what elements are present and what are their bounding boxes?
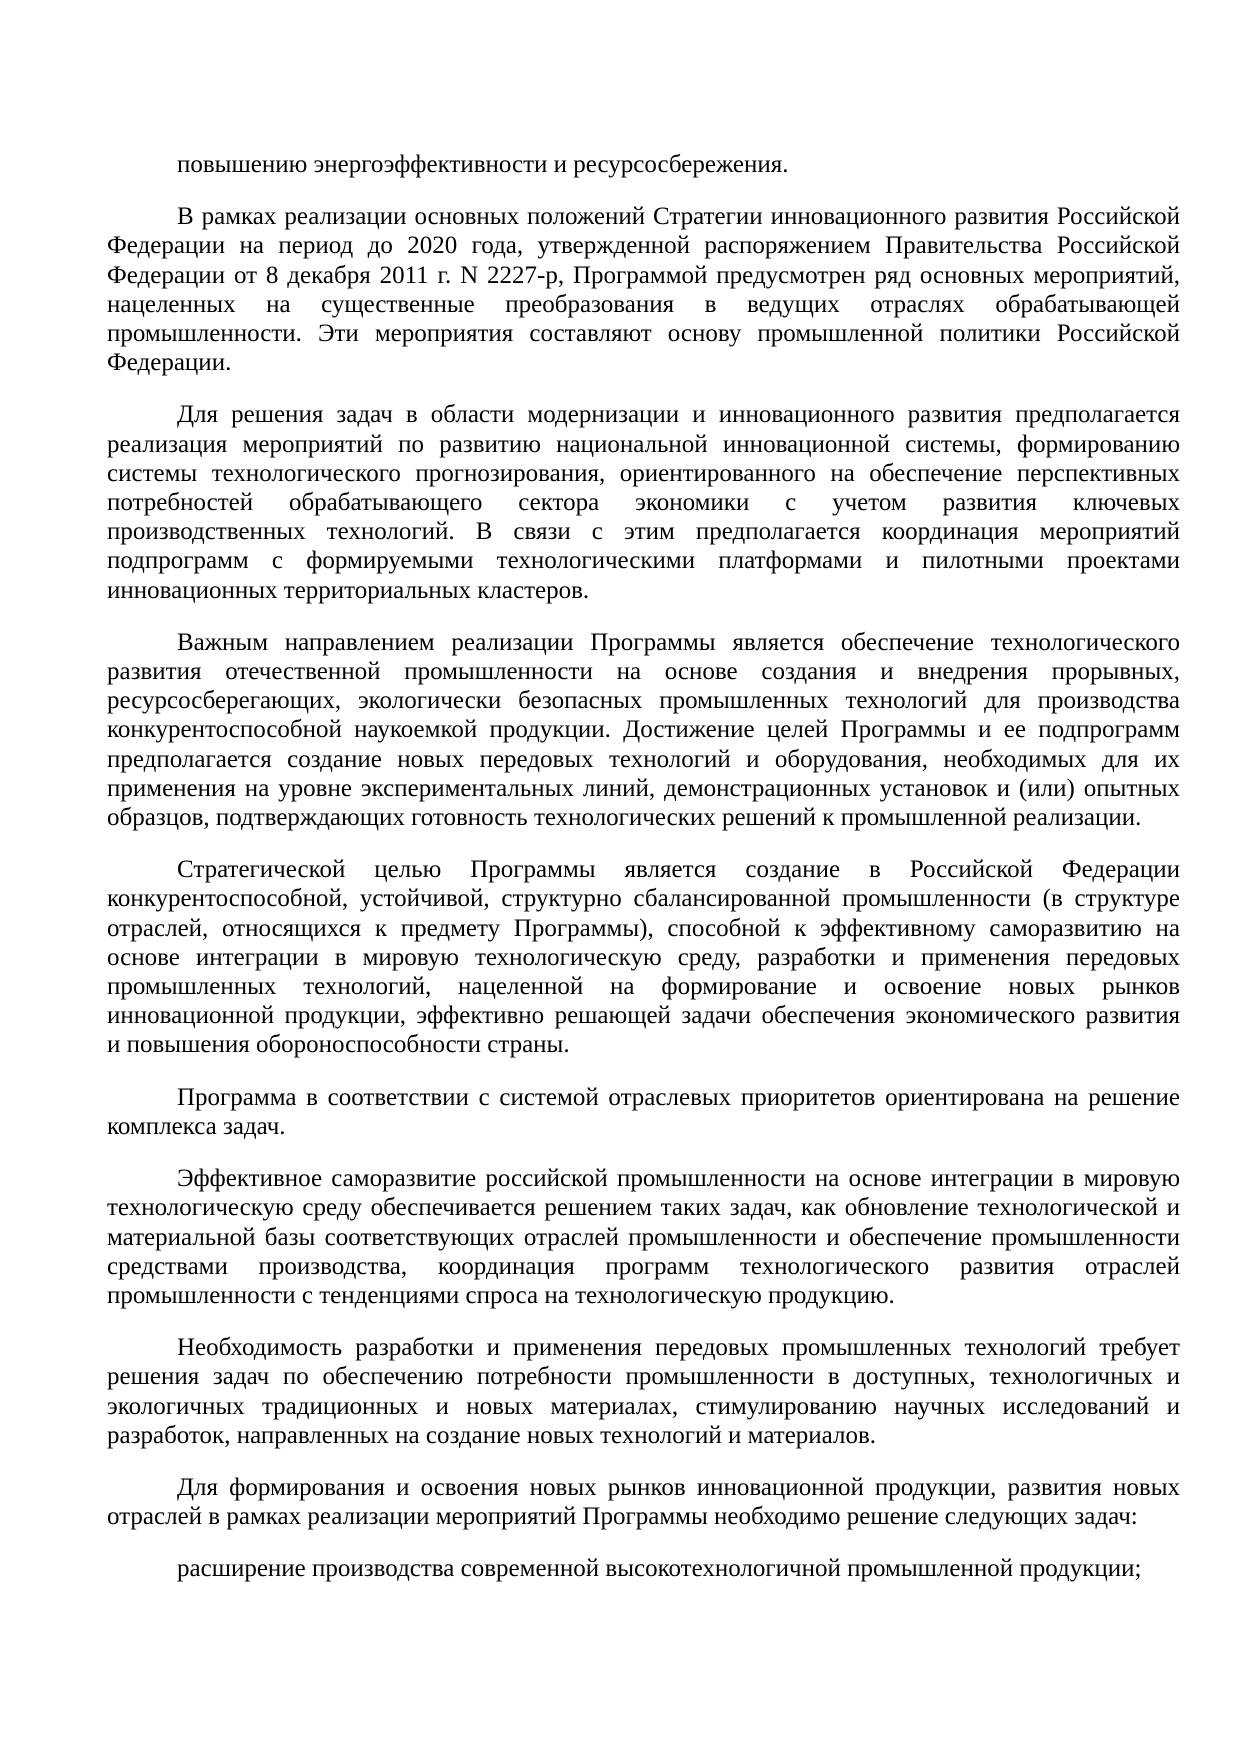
paragraph [107,1554,1180,1583]
text-line: промышленных технологий, нацеленной на формирование и освоение новых рынков [107,973,1180,1001]
paragraph [107,1473,1180,1531]
text-line: Эффективное саморазвитие российской промышленности на основе интеграции в мировую [177,1165,1180,1193]
text-line: нацеленных на существенные преобразования в ведущих отраслях обрабатывающей [107,290,1180,318]
text-line: Программа в соответствии с системой отраслевых приоритетов ориентирована на решение [177,1083,1180,1111]
text-line: Необходимость разработки и применения передовых промышленных технологий требует [177,1334,1180,1362]
text-line: отраслей в рамках реализации мероприятий Программы необходимо решение следующих задач: [107,1503,1138,1531]
text-line: Для решения задач в области модернизации и инновационного развития предполагается [177,401,1180,429]
text-line: отраслей, относящихся к предмету Программы), способной к эффективному саморазвитию на [107,914,1180,942]
text-line: образцов, подтверждающих готовность технологических решений к промышленной реализации. [107,804,1142,832]
text-line: производственных технологий. В связи с этим предполагается координация мероприятий [107,518,1180,546]
paragraph [107,855,1180,1059]
paragraph [107,628,1180,832]
paragraph [107,1083,1180,1141]
text-line: технологическую среду обеспечивается решением таких задач, как обновление технологической и [107,1194,1180,1222]
text-line: комплекса задач. [107,1112,286,1140]
text-line: расширение производства современной высокотехнологичной промышленной продукции; [177,1555,1142,1583]
paragraph [107,202,1180,377]
text-line: Федерации от 8 декабря 2011 г. N 2227-р, Программой предусмотрен ряд основных мероприятий, [107,261,1180,289]
text-line: потребностей обрабатывающего сектора экономики с учетом развития ключевых [107,489,1180,517]
text-line: повышению энергоэффективности и ресурсосбережения. [177,151,789,178]
text-line: и повышения обороноспособности страны. [107,1031,570,1059]
paragraph [107,400,1180,604]
text-line: конкурентоспособной, устойчивой, структурно сбалансированной промышленности (в структуре [107,885,1180,913]
text-line: решения задач по обеспечению потребности промышленности в доступных, технологичных и [107,1363,1180,1391]
text-line: экологичных традиционных и новых материалах, стимулированию научных исследований и [107,1392,1180,1420]
text-line: материальной базы соответствующих отраслей промышленности и обеспечение промышленности [107,1223,1180,1251]
text-line: предполагается создание новых передовых технологий и оборудования, необходимых для их [107,745,1180,773]
text-line: системы технологического прогнозирования, ориентированного на обеспечение перспективных [107,459,1180,487]
document-body [107,150,1180,1584]
text-line: ресурсосберегающих, экологически безопасных промышленных технологий для производства [107,687,1180,715]
text-line: основе интеграции в мировую технологическую среду, разработки и применения передовых [107,943,1180,971]
text-line: средствами производства, координация программ технологического развития отраслей [107,1252,1180,1280]
text-line: разработок, направленных на создание новых технологий и материалов. [107,1421,877,1449]
text-line: Федерации на период до 2020 года, утвержденной распоряжением Правительства Российской [107,232,1180,260]
text-line: применения на уровне экспериментальных линий, демонстрационных установок и (или) опытных [107,774,1180,802]
text-line: В рамках реализации основных положений Стратегии инновационного развития Российской [177,203,1180,231]
text-line: развития отечественной промышленности на основе создания и внедрения прорывных, [107,658,1180,686]
paragraph [107,1164,1180,1310]
paragraph [107,1333,1180,1450]
text-line: промышленности. Эти мероприятия составляют основу промышленной политики Российской [107,320,1180,348]
text-line: инновационных территориальных кластеров. [107,576,590,604]
text-line: Федерации. [107,349,232,377]
text-line: Стратегической целью Программы является создание в Российской Федерации [177,856,1180,884]
text-line: Важным направлением реализации Программы является обеспечение технологического [177,628,1180,656]
text-line: Для формирования и освоения новых рынков инновационной продукции, развития новых [177,1473,1180,1501]
paragraph [107,150,1180,179]
text-line: конкурентоспособной наукоемкой продукции. Достижение целей Программы и ее подпрограмм [107,716,1180,744]
text-line: промышленности с тенденциями спроса на технологическую продукцию. [107,1281,895,1309]
text-line: инновационной продукции, эффективно решающей задачи обеспечения экономического развития [107,1002,1180,1030]
text-line: реализация мероприятий по развитию национальной инновационной системы, формированию [107,430,1180,458]
text-line: подпрограмм с формируемыми технологическими платформами и пилотными проектами [107,547,1180,575]
